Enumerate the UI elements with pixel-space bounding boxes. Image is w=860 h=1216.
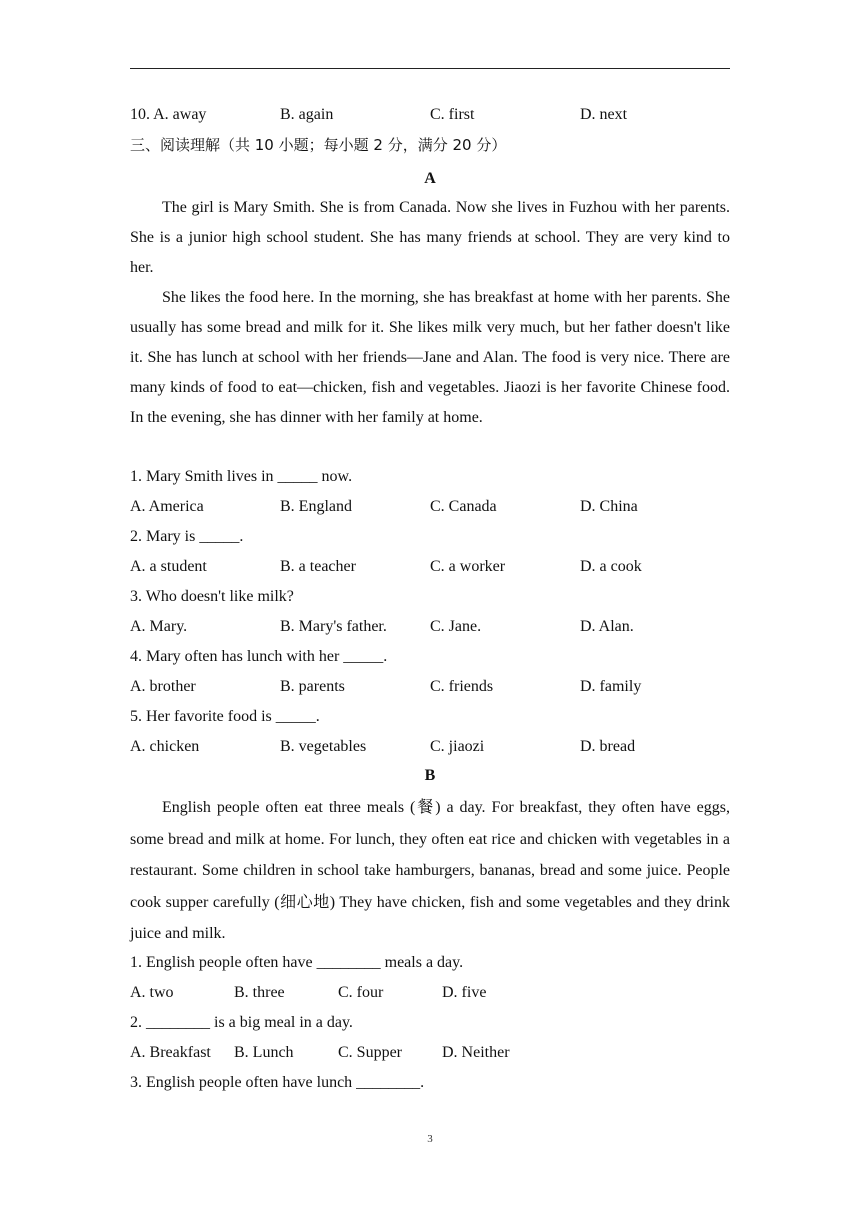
option-d: D. family	[580, 678, 642, 695]
option-b: B. Lunch	[234, 1044, 294, 1061]
passage-a-paragraph-1: The girl is Mary Smith. She is from Canada. Now she lives in Fuzhou with her parents. She is a junior high school student. She has many friends at school. They are very kind to her.	[130, 199, 730, 276]
question-options	[130, 1041, 730, 1065]
option-b: B. parents	[280, 678, 345, 695]
passage-b-paragraph: English people often eat three meals (餐) a day. For breakfast, they often have eggs, some bread and milk at home. For lunch, they often eat rice and chicken with vegetables in a restaurant. Some children in school take hamburgers, bananas, bread and some juice. People cook supper carefully (细心地) They have chicken, fish and some vegetables and they drink juice and milk.	[130, 799, 730, 942]
option-a: A. Breakfast	[130, 1044, 211, 1061]
q10-options	[130, 103, 730, 127]
question-options	[130, 981, 730, 1005]
question-text: 1. English people often have ________ meals a day.	[130, 954, 464, 971]
option-b: B. vegetables	[280, 738, 367, 755]
question-text: 3. Who doesn't like milk?	[130, 588, 294, 605]
option-d: D. Alan.	[580, 618, 634, 635]
option-c: C. four	[338, 984, 384, 1001]
question-options	[130, 735, 730, 759]
question-text: 5. Her favorite food is _____.	[130, 708, 320, 725]
option-a: A. a student	[130, 558, 207, 575]
option-a: A. brother	[130, 678, 196, 695]
question-text: 3. English people often have lunch ________.	[130, 1074, 425, 1091]
q10-option-d: D. next	[580, 106, 628, 123]
section-heading: 三、阅读理解（共 10 小题；每小题 2 分，满分 20 分）	[130, 136, 507, 154]
passage-a-title: A	[424, 170, 436, 187]
option-c: C. Supper	[338, 1044, 402, 1061]
question-text: 4. Mary often has lunch with her _____.	[130, 648, 388, 665]
option-b: B. England	[280, 498, 352, 515]
option-d: D. bread	[580, 738, 636, 755]
option-a: A. America	[130, 498, 204, 515]
question-options	[130, 615, 730, 639]
option-a: A. Mary.	[130, 618, 188, 635]
passage-b-title: B	[424, 767, 436, 784]
option-c: C. Canada	[430, 498, 497, 515]
question-text: 1. Mary Smith lives in _____ now.	[130, 468, 353, 485]
option-b: B. a teacher	[280, 558, 356, 575]
option-d: D. China	[580, 498, 638, 515]
q10-option-b: B. again	[280, 106, 334, 123]
option-a: A. two	[130, 984, 174, 1001]
question-options	[130, 555, 730, 579]
question-text: 2. ________ is a big meal in a day.	[130, 1014, 353, 1031]
option-b: B. three	[234, 984, 285, 1001]
q10-option-a: 10. A. away	[130, 106, 207, 123]
page-number: 3	[427, 1133, 433, 1145]
option-d: D. a cook	[580, 558, 642, 575]
question-options	[130, 495, 730, 519]
question-options	[130, 675, 730, 699]
option-d: D. five	[442, 984, 487, 1001]
header-rule	[130, 68, 730, 69]
option-a: A. chicken	[130, 738, 200, 755]
option-c: C. friends	[430, 678, 494, 695]
option-c: C. a worker	[430, 558, 506, 575]
option-c: C. jiaozi	[430, 738, 485, 755]
option-d: D. Neither	[442, 1044, 510, 1061]
option-b: B. Mary's father.	[280, 618, 387, 635]
option-c: C. Jane.	[430, 618, 482, 635]
q10-option-c: C. first	[430, 106, 475, 123]
passage-a-paragraph-2: She likes the food here. In the morning, she has breakfast at home with her parents. She usually has some bread and milk for it. She likes milk very much, but her father doesn't like it. She has lunch at school with her friends—Jane and Alan. The food is very nice. There are many kinds of food to eat—chicken, fish and vegetables. Jiaozi is her favorite Chinese food. In the evening, she has dinner with her family at home.	[130, 289, 730, 426]
question-text: 2. Mary is _____.	[130, 528, 244, 545]
